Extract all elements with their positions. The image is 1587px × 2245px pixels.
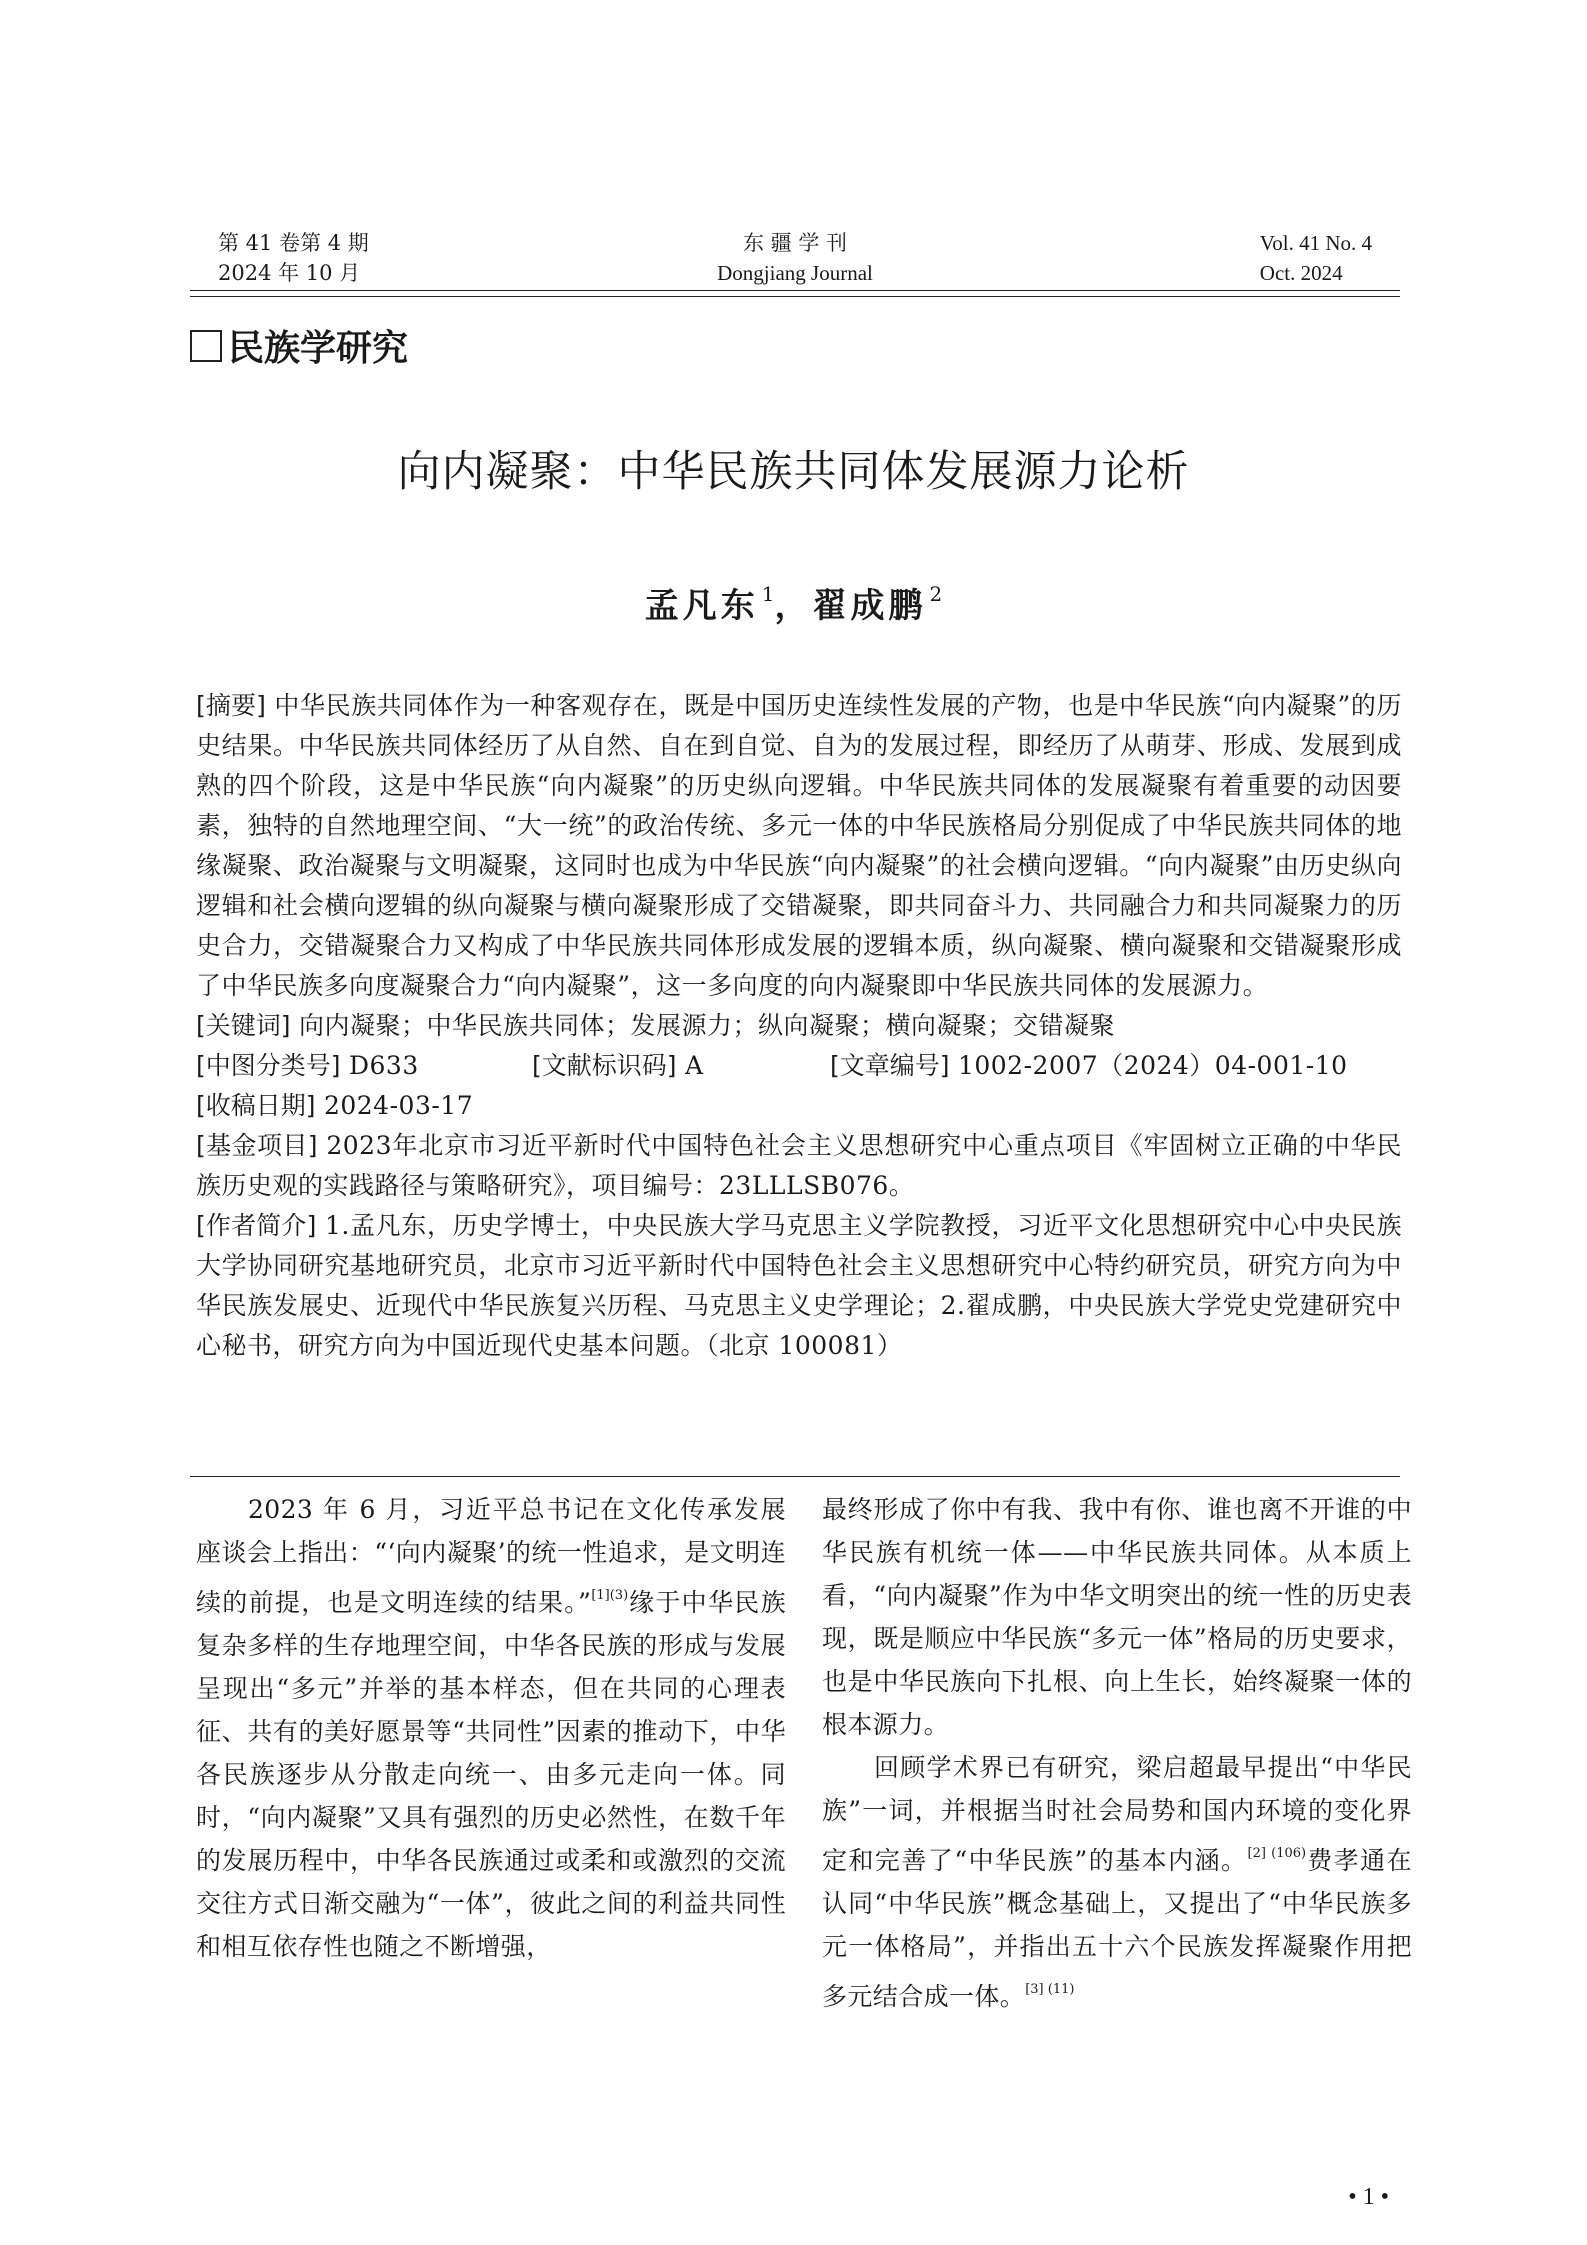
- header-issue-en: [1260, 228, 1372, 288]
- doc-code-label: [文献标识码]: [532, 1051, 677, 1080]
- keywords: [196, 1006, 1402, 1046]
- running-header: [190, 228, 1400, 288]
- bio-text: 1.孟凡东，历史学博士，中央民族大学马克思主义学院教授，习近平文化思想研究中心中央民族大学协同研究基地研究员，北京市习近平新时代中国特色社会主义思想研究中心特约研究员，研究方向为中华民族发展史、近现代中华民族复兴历程、马克思主义史学理论；2.翟成鹏，中央民族大学党史党建研究中心秘书，研究方向为中国近现代史基本问题。（北京 100081）: [196, 1211, 1403, 1360]
- body-paragraph: [822, 1746, 1412, 2018]
- header-date-en: Oct. 2024: [1259, 261, 1343, 285]
- body-column-left: [196, 1488, 786, 1968]
- body-text: 费孝通在认同“中华民族”概念基础上，又提出了“中华民族多元一体格局”，并指出五十六个民族发挥凝聚作用把多元结合成一体。: [822, 1846, 1412, 2011]
- clc-label: [中图分类号]: [196, 1051, 341, 1080]
- citation-ref: [1](3): [591, 1588, 629, 1603]
- received-label: [收稿日期]: [196, 1091, 316, 1120]
- author-bio: [196, 1206, 1402, 1366]
- article-title: 向内凝聚：中华民族共同体发展源力论析: [397, 447, 1190, 497]
- article-number-field: [830, 1046, 1348, 1086]
- header-journal-cn: 东 疆 学 刊: [742, 231, 848, 255]
- received-date: [196, 1086, 1402, 1126]
- author-affil-2: 2: [929, 582, 943, 606]
- header-volume-en: Vol. 41 No. 4: [1259, 231, 1372, 255]
- fund-text: 2023年北京市习近平新时代中国特色社会主义思想研究中心重点项目《牢固树立正确的中华民族历史观的实践路径与策略研究》，项目编号：23LLLSB076。: [196, 1131, 1402, 1200]
- body-column-right: [822, 1488, 1412, 2018]
- section-heading: [190, 320, 408, 371]
- author-separator: ，: [774, 586, 813, 626]
- abstract-label: [摘要]: [196, 691, 266, 720]
- classification-row: [196, 1046, 1402, 1086]
- body-paragraph: [196, 1488, 786, 1968]
- keywords-text: 向内凝聚；中华民族共同体；发展源力；纵向凝聚；横向凝聚；交错凝聚: [298, 1011, 1115, 1040]
- section-label: 民族学研究: [228, 328, 409, 369]
- header-rule-top: [190, 290, 1400, 291]
- clc-value: D633: [348, 1051, 419, 1080]
- author-name-2: 翟成鹏: [812, 586, 927, 626]
- body-text: 回顾学术界已有研究，梁启超最早提出“中华民族”一词，并根据当时社会局势和国内环境的变化界定和完善了“中华民族”的基本内涵。: [822, 1753, 1412, 1875]
- body-text: 缘于中华民族复杂多样的生存地理空间，中华各民族的形成与发展呈现出“多元”并举的基本样态，但在共同的心理表征、共有的美好愿景等“共同性”因素的推动下，中华各民族逐步从分散走向统一、由多元走向一体。同时，“向内凝聚”又具有强烈的历史必然性，在数千年的发展历程中，中华各民族通过或柔和或激烈的交流交往方式日渐交融为“一体”，彼此之间的利益共同性和相互依存性也随之不断增强，: [196, 1588, 787, 1961]
- fund-project: [196, 1126, 1402, 1206]
- header-rule-bottom: [190, 296, 1400, 297]
- citation-ref: [2] (106): [1247, 1846, 1307, 1861]
- header-date-cn: 2024 年 10 月: [218, 261, 361, 285]
- author-affil-1: 1: [761, 582, 775, 606]
- fund-label: [基金项目]: [196, 1131, 318, 1160]
- bio-label: [作者简介]: [196, 1211, 317, 1240]
- received-value: 2024-03-17: [323, 1091, 474, 1120]
- clc-field: [196, 1046, 532, 1086]
- author-line: [0, 578, 1587, 627]
- body-text: 最终形成了你中有我、我中有你、谁也离不开谁的中华民族有机统一体——中华民族共同体。从本质上看，“向内凝聚”作为中华文明突出的统一性的历史表现，既是顺应中华民族“多元一体”格局的历史要求，也是中华民族向下扎根、向上生长，始终凝聚一体的根本源力。: [822, 1495, 1412, 1739]
- article-number-label: [文章编号]: [830, 1051, 950, 1080]
- header-journal-en: Dongjiang Journal: [717, 261, 873, 285]
- abstract-divider: [190, 1476, 1400, 1477]
- header-journal-name: [190, 228, 1400, 288]
- header-volume-issue: 第 41 卷第 4 期: [218, 231, 369, 255]
- author-name-1: 孟凡东: [644, 586, 759, 626]
- page-number: • 1 •: [1348, 2184, 1389, 2210]
- doc-code-field: [532, 1046, 830, 1086]
- keywords-label: [关键词]: [196, 1011, 291, 1040]
- doc-code-value: A: [684, 1051, 704, 1080]
- citation-ref: [3] (11): [1025, 1982, 1075, 1997]
- body-text: 2023 年 6 月，习近平总书记在文化传承发展座谈会上指出：“‘向内凝聚’的统一性追求，是文明连续的前提，也是文明连续的结果。”: [196, 1495, 786, 1617]
- abstract-text: 中华民族共同体作为一种客观存在，既是中国历史连续性发展的产物，也是中华民族“向内凝聚”的历史结果。中华民族共同体经历了从自然、自在到自觉、自为的发展过程，即经历了从萌芽、形成、发展到成熟的四个阶段，这是中华民族“向内凝聚”的历史纵向逻辑。中华民族共同体的发展凝聚有着重要的动因要素，独特的自然地理空间、“大一统”的政治传统、多元一体的中华民族格局分别促成了中华民族共同体的地缘凝聚、政治凝聚与文明凝聚，这同时也成为中华民族“向内凝聚”的社会横向逻辑。“向内凝聚”由历史纵向逻辑和社会横向逻辑的纵向凝聚与横向凝聚形成了交错凝聚，即共同奋斗力、共同融合力和共同凝聚力的历史合力，交错凝聚合力又构成了中华民族共同体形成发展的逻辑本质，纵向凝聚、横向凝聚和交错凝聚形成了中华民族多向度凝聚合力“向内凝聚”，这一多向度的向内凝聚即中华民族共同体的发展源力。: [196, 691, 1402, 1000]
- square-icon: [190, 330, 222, 362]
- abstract-block: [196, 686, 1402, 1366]
- article-number-value: 1002-2007（2024）04-001-10: [957, 1051, 1348, 1080]
- abstract: [196, 686, 1402, 1006]
- body-paragraph: [822, 1488, 1412, 1746]
